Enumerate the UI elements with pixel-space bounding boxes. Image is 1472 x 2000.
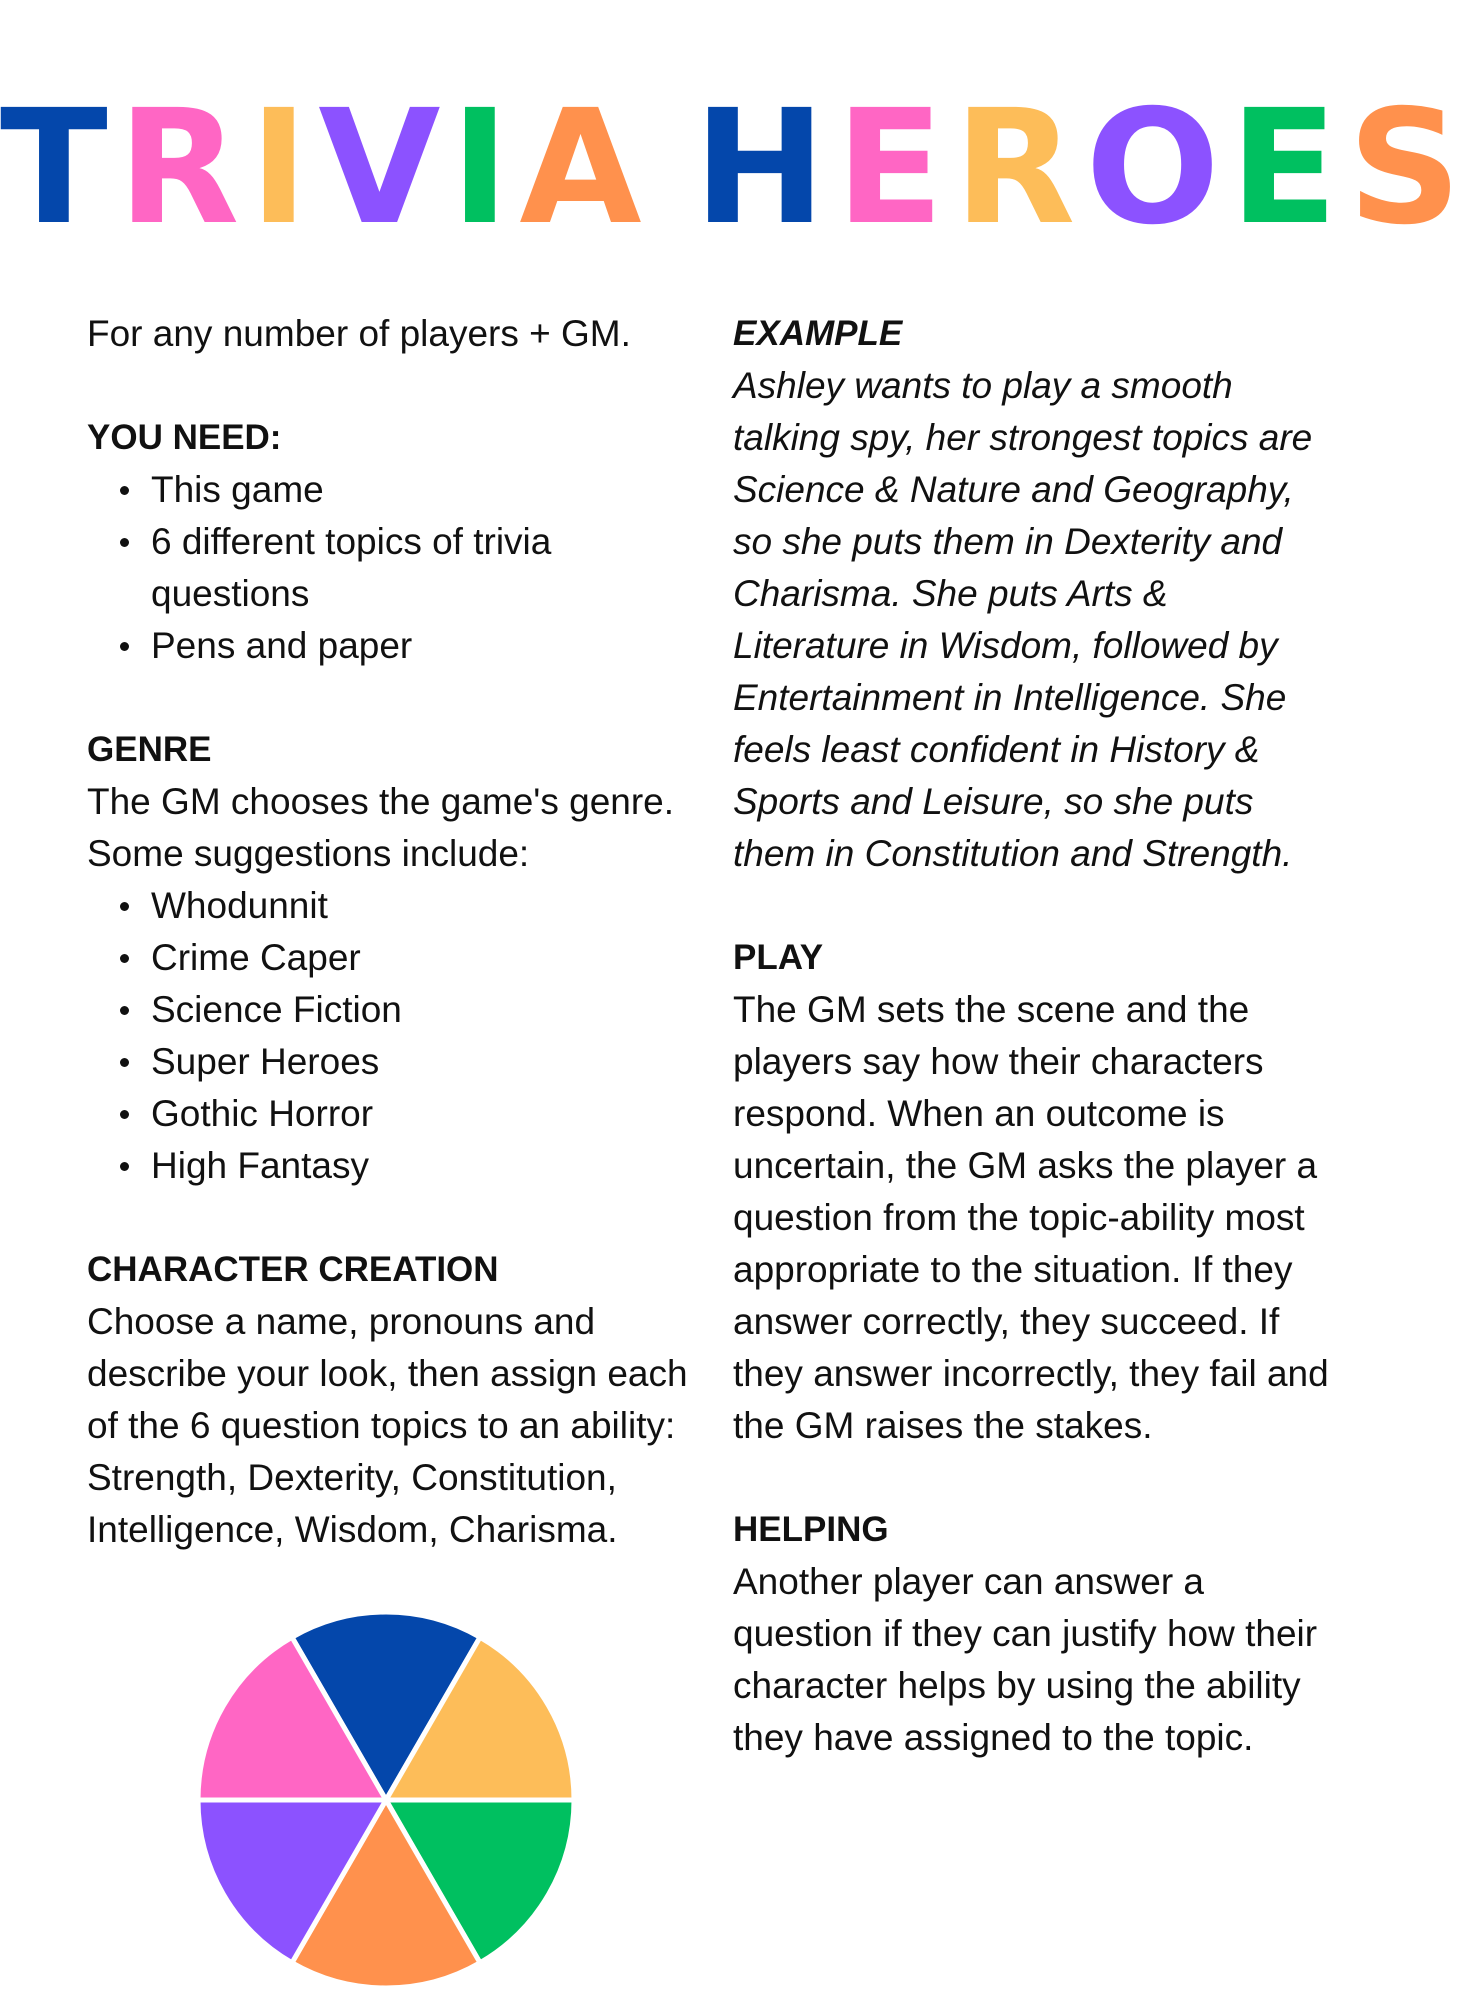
page-title [0,76,1472,260]
title-letter: S [1347,76,1472,260]
list-item: Pens and paper [151,620,697,672]
example-heading: EXAMPLE [733,314,903,353]
genre-text: The GM chooses the game's genre. Some suggestions include: [87,781,675,874]
title-letter: V [318,76,451,260]
list-item: Science Fiction [151,984,697,1036]
list-item: High Fantasy [151,1140,697,1192]
genre-heading: GENRE [87,730,212,769]
genre-list [87,880,697,1192]
you-need-heading: YOU NEED: [87,418,282,457]
right-column [733,308,1333,1764]
helping-text: Another player can answer a question if they can justify how their character helps by using the ability they have assigned to the topic. [733,1561,1318,1758]
title-letter: I [450,76,520,260]
topic-wheel-icon [196,1610,576,1990]
list-item: Crime Caper [151,932,697,984]
title-letter: T [0,76,118,260]
list-item: Gothic Horror [151,1088,697,1140]
list-item: 6 different topics of trivia questions [151,516,697,620]
you-need-list [87,464,697,672]
title-letter: A [519,76,652,260]
helping-heading: HELPING [733,1510,889,1549]
title-letter: R [117,76,250,260]
title-letter: E [835,76,954,260]
intro-text: For any number of players + GM. [87,313,631,354]
left-column [87,308,697,1556]
list-item: Whodunnit [151,880,697,932]
title-letter: O [1085,76,1230,260]
example-text: Ashley wants to play a smooth talking spy, her strongest topics are Science & Nature and Geography, so she puts them in Dexterity and Charisma. She puts Arts & Literature in Wisdom, followed by Entertainment in Intelligence. She feels least confident in History & Sports and Leisure, so she puts them in Constitution and Strength. [733,365,1313,874]
title-letter: R [953,76,1086,260]
character-creation-text: Choose a name, pronouns and describe your look, then assign each of the 6 question topics to an ability: Strength, Dexterity, Constitution, Intelligence, Wisdom, Charisma. [87,1301,688,1550]
list-item: This game [151,464,697,516]
title-letter: I [249,76,319,260]
list-item: Super Heroes [151,1036,697,1088]
character-creation-heading: CHARACTER CREATION [87,1250,499,1289]
play-text: The GM sets the scene and the players say how their characters respond. When an outcome is uncertain, the GM asks the player a question from the topic-ability most appropriate to the situation. If they answer correctly, they succeed. If they answer incorrectly, they fail and the GM raises the stakes. [733,989,1329,1446]
title-letter: H [693,76,836,260]
title-letter: E [1229,76,1348,260]
play-heading: PLAY [733,938,824,977]
